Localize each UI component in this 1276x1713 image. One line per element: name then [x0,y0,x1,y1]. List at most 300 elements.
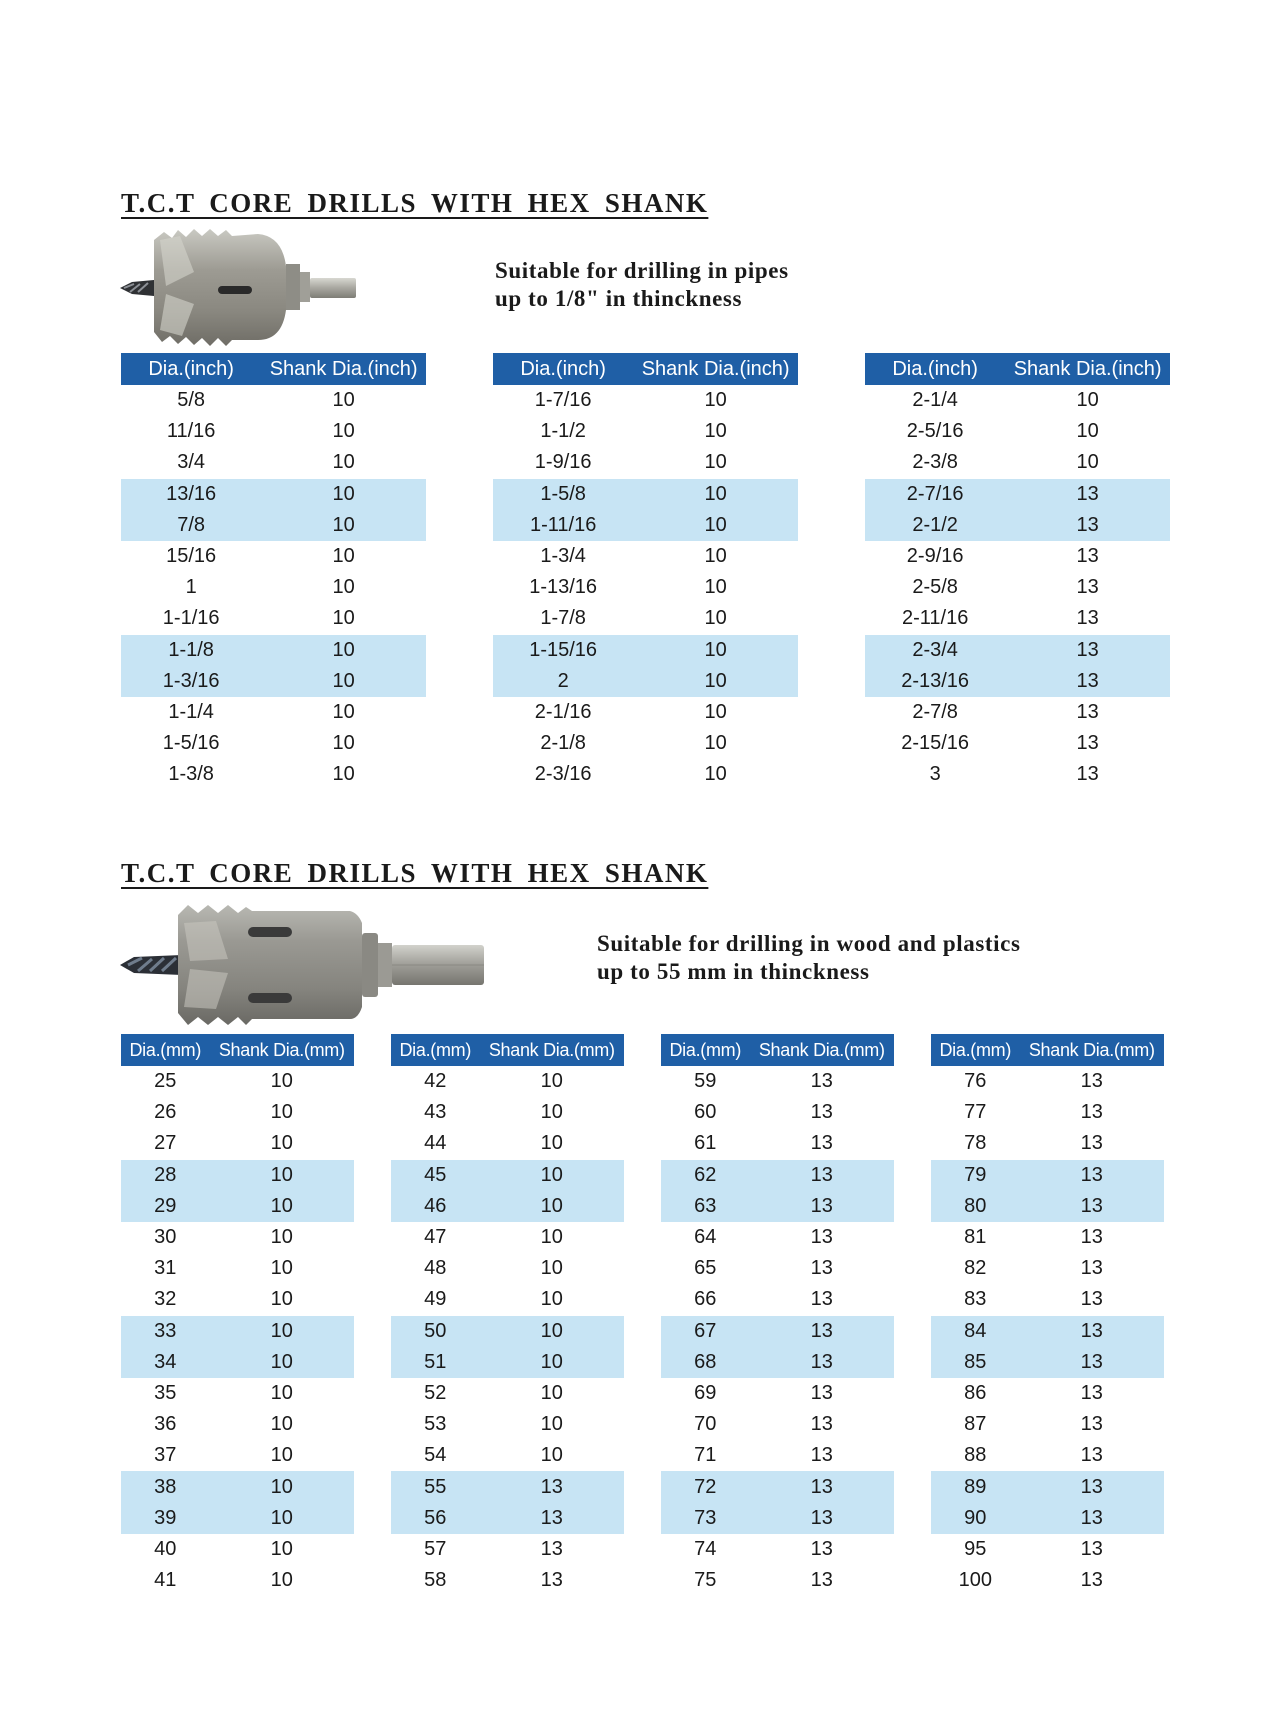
shank-cell: 13 [1076,576,1099,599]
table-row [865,728,1170,759]
dia-cell: 2-3/16 [534,763,592,786]
header-shank-dia: Shank Dia.(mm) [210,1034,354,1066]
table-row [391,1409,624,1440]
shank-cell: 10 [261,479,426,510]
section-1-description [495,257,789,313]
shank-cell: 10 [540,1381,563,1404]
table-row [661,1191,894,1222]
shank-cell: 13 [1005,510,1170,541]
shank-cell: 10 [540,1101,563,1124]
spec-table-inch-2 [493,353,798,790]
table-row [865,541,1170,572]
shank-cell: 10 [270,1537,293,1560]
dia-cell: 80 [931,1191,1020,1222]
shank-cell: 10 [540,1226,563,1249]
dia-cell: 56 [391,1503,480,1534]
shank-cell: 13 [1005,479,1170,510]
shank-cell: 10 [261,510,426,541]
table-row [121,1503,354,1534]
shank-cell: 13 [480,1503,624,1534]
table-row [931,1284,1164,1315]
shank-cell: 10 [704,576,727,599]
shank-cell: 10 [270,1444,293,1467]
dia-cell: 1-3/4 [540,545,586,568]
dia-cell: 39 [121,1503,210,1534]
table-row [391,1128,624,1159]
dia-cell: 68 [661,1347,750,1378]
dia-cell: 49 [424,1288,447,1311]
shank-cell: 10 [540,1444,563,1467]
dia-cell: 33 [121,1316,210,1347]
table-row [121,1347,354,1378]
table-row [865,603,1170,634]
dia-cell: 83 [964,1288,987,1311]
table-row [493,510,798,541]
dia-cell: 43 [424,1101,447,1124]
dia-cell: 63 [661,1191,750,1222]
table-row [493,697,798,728]
dia-cell: 59 [694,1070,717,1093]
shank-cell: 13 [1005,666,1170,697]
shank-cell: 10 [332,545,355,568]
dia-cell: 44 [424,1132,447,1155]
shank-cell: 10 [270,1132,293,1155]
shank-cell: 13 [810,1413,833,1436]
table-row [391,1316,624,1347]
dia-cell: 76 [964,1070,987,1093]
table-row [391,1066,624,1097]
dia-cell: 1-9/16 [534,451,592,474]
table-row [865,572,1170,603]
table-row [865,635,1170,666]
shank-cell: 13 [1020,1471,1164,1502]
description-line-1: Suitable for drilling in wood and plastics [597,931,1021,956]
table-row [121,416,426,447]
shank-cell: 10 [270,1226,293,1249]
table-row [121,1471,354,1502]
shank-cell: 10 [270,1413,293,1436]
shank-cell: 10 [270,1288,293,1311]
dia-cell: 46 [391,1191,480,1222]
shank-cell: 13 [1080,1444,1103,1467]
table-row [121,572,426,603]
shank-cell: 10 [270,1101,293,1124]
table-row [493,603,798,634]
dia-cell: 85 [931,1347,1020,1378]
shank-cell: 13 [1080,1569,1103,1592]
shank-cell: 10 [480,1160,624,1191]
header-dia: Dia.(mm) [391,1034,480,1066]
dia-cell: 28 [121,1160,210,1191]
dia-cell: 100 [958,1569,992,1592]
shank-cell: 13 [1080,1132,1103,1155]
dia-cell: 71 [694,1444,717,1467]
dia-cell: 2-13/16 [865,666,1005,697]
shank-cell: 13 [1076,607,1099,630]
dia-cell: 82 [964,1257,987,1280]
description-line-2: up to 55 mm in thinckness [597,959,870,984]
spec-table-mm-4 [931,1034,1164,1596]
shank-cell: 10 [633,635,798,666]
dia-cell: 1-5/8 [493,479,633,510]
dia-cell: 2-15/16 [901,732,970,755]
dia-cell: 95 [964,1537,987,1560]
dia-cell: 62 [661,1160,750,1191]
table-row [121,1534,354,1565]
shank-cell: 10 [704,763,727,786]
shank-cell: 10 [704,389,727,412]
dia-cell: 86 [964,1381,987,1404]
dia-cell: 2-1/4 [912,389,958,412]
dia-cell: 1-7/16 [534,389,592,412]
table-row [865,697,1170,728]
dia-cell: 1-11/16 [493,510,633,541]
dia-cell: 2-7/16 [865,479,1005,510]
header-shank-dia: Shank Dia.(mm) [750,1034,894,1066]
dia-cell: 2-1/8 [540,732,586,755]
shank-cell: 13 [1020,1503,1164,1534]
shank-cell: 10 [540,1257,563,1280]
table-row [121,603,426,634]
dia-cell: 61 [694,1132,717,1155]
table-row [391,1191,624,1222]
table-row [931,1503,1164,1534]
dia-cell: 2 [493,666,633,697]
shank-cell: 10 [270,1257,293,1280]
table-row [931,1440,1164,1471]
table-row [493,635,798,666]
spec-table-inch-3 [865,353,1170,790]
table-row [391,1222,624,1253]
dia-cell: 77 [964,1101,987,1124]
table-row [661,1347,894,1378]
table-row [121,1440,354,1471]
dia-cell: 26 [154,1101,177,1124]
shank-cell: 13 [480,1471,624,1502]
table-row [121,1409,354,1440]
shank-cell: 13 [1076,700,1099,723]
table-row [661,1222,894,1253]
dia-cell: 1-5/16 [162,732,220,755]
shank-cell: 10 [270,1381,293,1404]
dia-cell: 50 [391,1316,480,1347]
shank-cell: 13 [1080,1288,1103,1311]
table-row [931,1409,1164,1440]
spec-table-mm-3 [661,1034,894,1596]
table-row [661,1440,894,1471]
table-row [931,1378,1164,1409]
dia-cell: 47 [424,1226,447,1249]
shank-cell: 10 [704,420,727,443]
dia-cell: 1-7/8 [540,607,586,630]
shank-cell: 13 [810,1132,833,1155]
section-2-title: T.C.T CORE DRILLS WITH HEX SHANK [121,858,709,888]
dia-cell: 11/16 [166,420,216,443]
dia-cell: 41 [154,1569,177,1592]
shank-cell: 13 [810,1257,833,1280]
table-row [931,1565,1164,1596]
dia-cell: 48 [424,1257,447,1280]
dia-cell: 25 [154,1070,177,1093]
table-row [121,1316,354,1347]
table-row [121,541,426,572]
table-row [661,1253,894,1284]
shank-cell: 10 [633,479,798,510]
table-row [121,1097,354,1128]
dia-cell: 42 [424,1070,447,1093]
table-row [931,1222,1164,1253]
dia-cell: 2-7/8 [912,700,958,723]
dia-cell: 1-1/16 [162,607,220,630]
dia-cell: 1-3/8 [168,763,214,786]
dia-cell: 2-3/4 [865,635,1005,666]
shank-cell: 10 [540,1070,563,1093]
shank-cell: 13 [540,1537,563,1560]
header-shank-dia: Shank Dia.(inch) [1005,353,1170,385]
dia-cell: 32 [154,1288,177,1311]
dia-cell: 34 [121,1347,210,1378]
shank-cell: 13 [810,1444,833,1467]
table-row [121,1066,354,1097]
table-row [391,1284,624,1315]
shank-cell: 10 [210,1471,354,1502]
shank-cell: 10 [261,666,426,697]
table-row [931,1160,1164,1191]
dia-cell: 66 [694,1288,717,1311]
shank-cell: 13 [1080,1226,1103,1249]
dia-cell: 29 [121,1191,210,1222]
dia-cell: 89 [931,1471,1020,1502]
dia-cell: 3/4 [177,451,206,474]
dia-cell: 30 [154,1226,177,1249]
spec-table-inch-1 [121,353,426,790]
table-row [493,759,798,790]
shank-cell: 10 [480,1191,624,1222]
table-row [931,1191,1164,1222]
table-row [661,1284,894,1315]
dia-cell: 58 [424,1569,447,1592]
table-row [661,1128,894,1159]
table-row [391,1378,624,1409]
table-row [661,1534,894,1565]
dia-cell: 69 [694,1381,717,1404]
dia-cell: 73 [661,1503,750,1534]
dia-cell: 52 [424,1381,447,1404]
table-row [121,510,426,541]
table-row [931,1253,1164,1284]
header-shank-dia: Shank Dia.(inch) [633,353,798,385]
shank-cell: 10 [270,1070,293,1093]
shank-cell: 13 [1080,1413,1103,1436]
dia-cell: 45 [391,1160,480,1191]
shank-cell: 10 [1076,451,1099,474]
dia-cell: 53 [424,1413,447,1436]
table-row [931,1128,1164,1159]
table-row [391,1565,624,1596]
shank-cell: 10 [332,763,355,786]
shank-cell: 13 [750,1191,894,1222]
table-row [865,385,1170,416]
shank-cell: 13 [750,1316,894,1347]
shank-cell: 13 [1080,1257,1103,1280]
dia-cell: 88 [964,1444,987,1467]
dia-cell: 2-1/16 [534,700,592,723]
section-1-title: T.C.T CORE DRILLS WITH HEX SHANK [121,188,709,218]
header-shank-dia: Shank Dia.(inch) [261,353,426,385]
spec-table-mm-2 [391,1034,624,1596]
table-row [121,479,426,510]
dia-cell: 72 [661,1471,750,1502]
table-row [493,728,798,759]
shank-cell: 13 [750,1471,894,1502]
dia-cell: 27 [154,1132,177,1155]
table-row [865,416,1170,447]
dia-cell: 1-1/2 [540,420,586,443]
dia-cell: 2-1/2 [865,510,1005,541]
table-row [865,479,1170,510]
table-row [391,1160,624,1191]
header-dia: Dia.(inch) [121,353,261,385]
shank-cell: 10 [332,576,355,599]
table-row [931,1347,1164,1378]
table-row [865,510,1170,541]
shank-cell: 10 [332,732,355,755]
table-row [121,1160,354,1191]
shank-cell: 13 [1080,1101,1103,1124]
core-drill-wood-image [120,903,490,1027]
dia-cell: 2-9/16 [906,545,964,568]
table-row [493,479,798,510]
dia-cell: 7/8 [121,510,261,541]
shank-cell: 10 [633,510,798,541]
shank-cell: 10 [210,1160,354,1191]
table-row [931,1066,1164,1097]
shank-cell: 10 [332,607,355,630]
shank-cell: 13 [1076,732,1099,755]
table-row [661,1471,894,1502]
shank-cell: 13 [1020,1191,1164,1222]
dia-cell: 65 [694,1257,717,1280]
dia-cell: 78 [964,1132,987,1155]
header-shank-dia: Shank Dia.(mm) [480,1034,624,1066]
table-row [661,1565,894,1596]
table-row [931,1471,1164,1502]
dia-cell: 15/16 [166,545,217,568]
dia-cell: 90 [931,1503,1020,1534]
table-row [391,1471,624,1502]
shank-cell: 10 [540,1288,563,1311]
table-row [121,728,426,759]
header-dia: Dia.(inch) [493,353,633,385]
dia-cell: 60 [694,1101,717,1124]
shank-cell: 10 [332,420,355,443]
table-row [661,1066,894,1097]
table-row [865,666,1170,697]
table-row [865,447,1170,478]
table-row [661,1097,894,1128]
table-row [121,1222,354,1253]
dia-cell: 1 [185,576,197,599]
table-row [121,635,426,666]
table-row [391,1534,624,1565]
shank-cell: 10 [704,451,727,474]
shank-cell: 13 [810,1288,833,1311]
shank-cell: 10 [540,1132,563,1155]
table-row [865,759,1170,790]
shank-cell: 10 [261,635,426,666]
table-row [931,1316,1164,1347]
table-row [121,1253,354,1284]
shank-cell: 13 [810,1070,833,1093]
core-drill-hex-shank-image [120,226,370,346]
dia-cell: 1-3/16 [121,666,261,697]
header-dia: Dia.(mm) [931,1034,1020,1066]
table-row [121,697,426,728]
shank-cell: 13 [810,1381,833,1404]
shank-cell: 13 [1020,1160,1164,1191]
dia-cell: 2-5/16 [906,420,964,443]
shank-cell: 10 [210,1316,354,1347]
table-row [931,1097,1164,1128]
dia-cell: 1-13/16 [529,576,598,599]
shank-cell: 10 [1076,420,1099,443]
shank-cell: 10 [540,1413,563,1436]
dia-cell: 1-1/4 [168,700,214,723]
dia-cell: 3 [929,763,941,786]
table-row [661,1503,894,1534]
dia-cell: 5/8 [177,389,206,412]
dia-cell: 38 [121,1471,210,1502]
dia-cell: 55 [391,1471,480,1502]
table-row [493,541,798,572]
shank-cell: 13 [1020,1316,1164,1347]
table-row [121,447,426,478]
dia-cell: 74 [694,1537,717,1560]
table-row [121,1565,354,1596]
dia-cell: 81 [964,1226,987,1249]
description-line-2: up to 1/8" in thinckness [495,286,743,311]
shank-cell: 13 [1076,545,1099,568]
dia-cell: 75 [694,1569,717,1592]
dia-cell: 67 [661,1316,750,1347]
shank-cell: 10 [332,389,355,412]
dia-cell: 2-3/8 [912,451,958,474]
shank-cell: 10 [480,1347,624,1378]
table-row [661,1160,894,1191]
shank-cell: 10 [704,545,727,568]
dia-cell: 35 [154,1381,177,1404]
table-row [391,1347,624,1378]
dia-cell: 64 [694,1226,717,1249]
shank-cell: 13 [1080,1070,1103,1093]
shank-cell: 10 [210,1347,354,1378]
shank-cell: 13 [810,1569,833,1592]
dia-cell: 1-15/16 [493,635,633,666]
shank-cell: 13 [1080,1381,1103,1404]
shank-cell: 13 [750,1503,894,1534]
spec-table-mm-1 [121,1034,354,1596]
shank-cell: 10 [704,732,727,755]
table-row [391,1440,624,1471]
table-row [121,385,426,416]
shank-cell: 13 [1020,1347,1164,1378]
shank-cell: 13 [1080,1537,1103,1560]
table-row [493,416,798,447]
shank-cell: 13 [540,1569,563,1592]
shank-cell: 10 [633,666,798,697]
table-row [121,666,426,697]
section-2-description [597,930,1021,986]
